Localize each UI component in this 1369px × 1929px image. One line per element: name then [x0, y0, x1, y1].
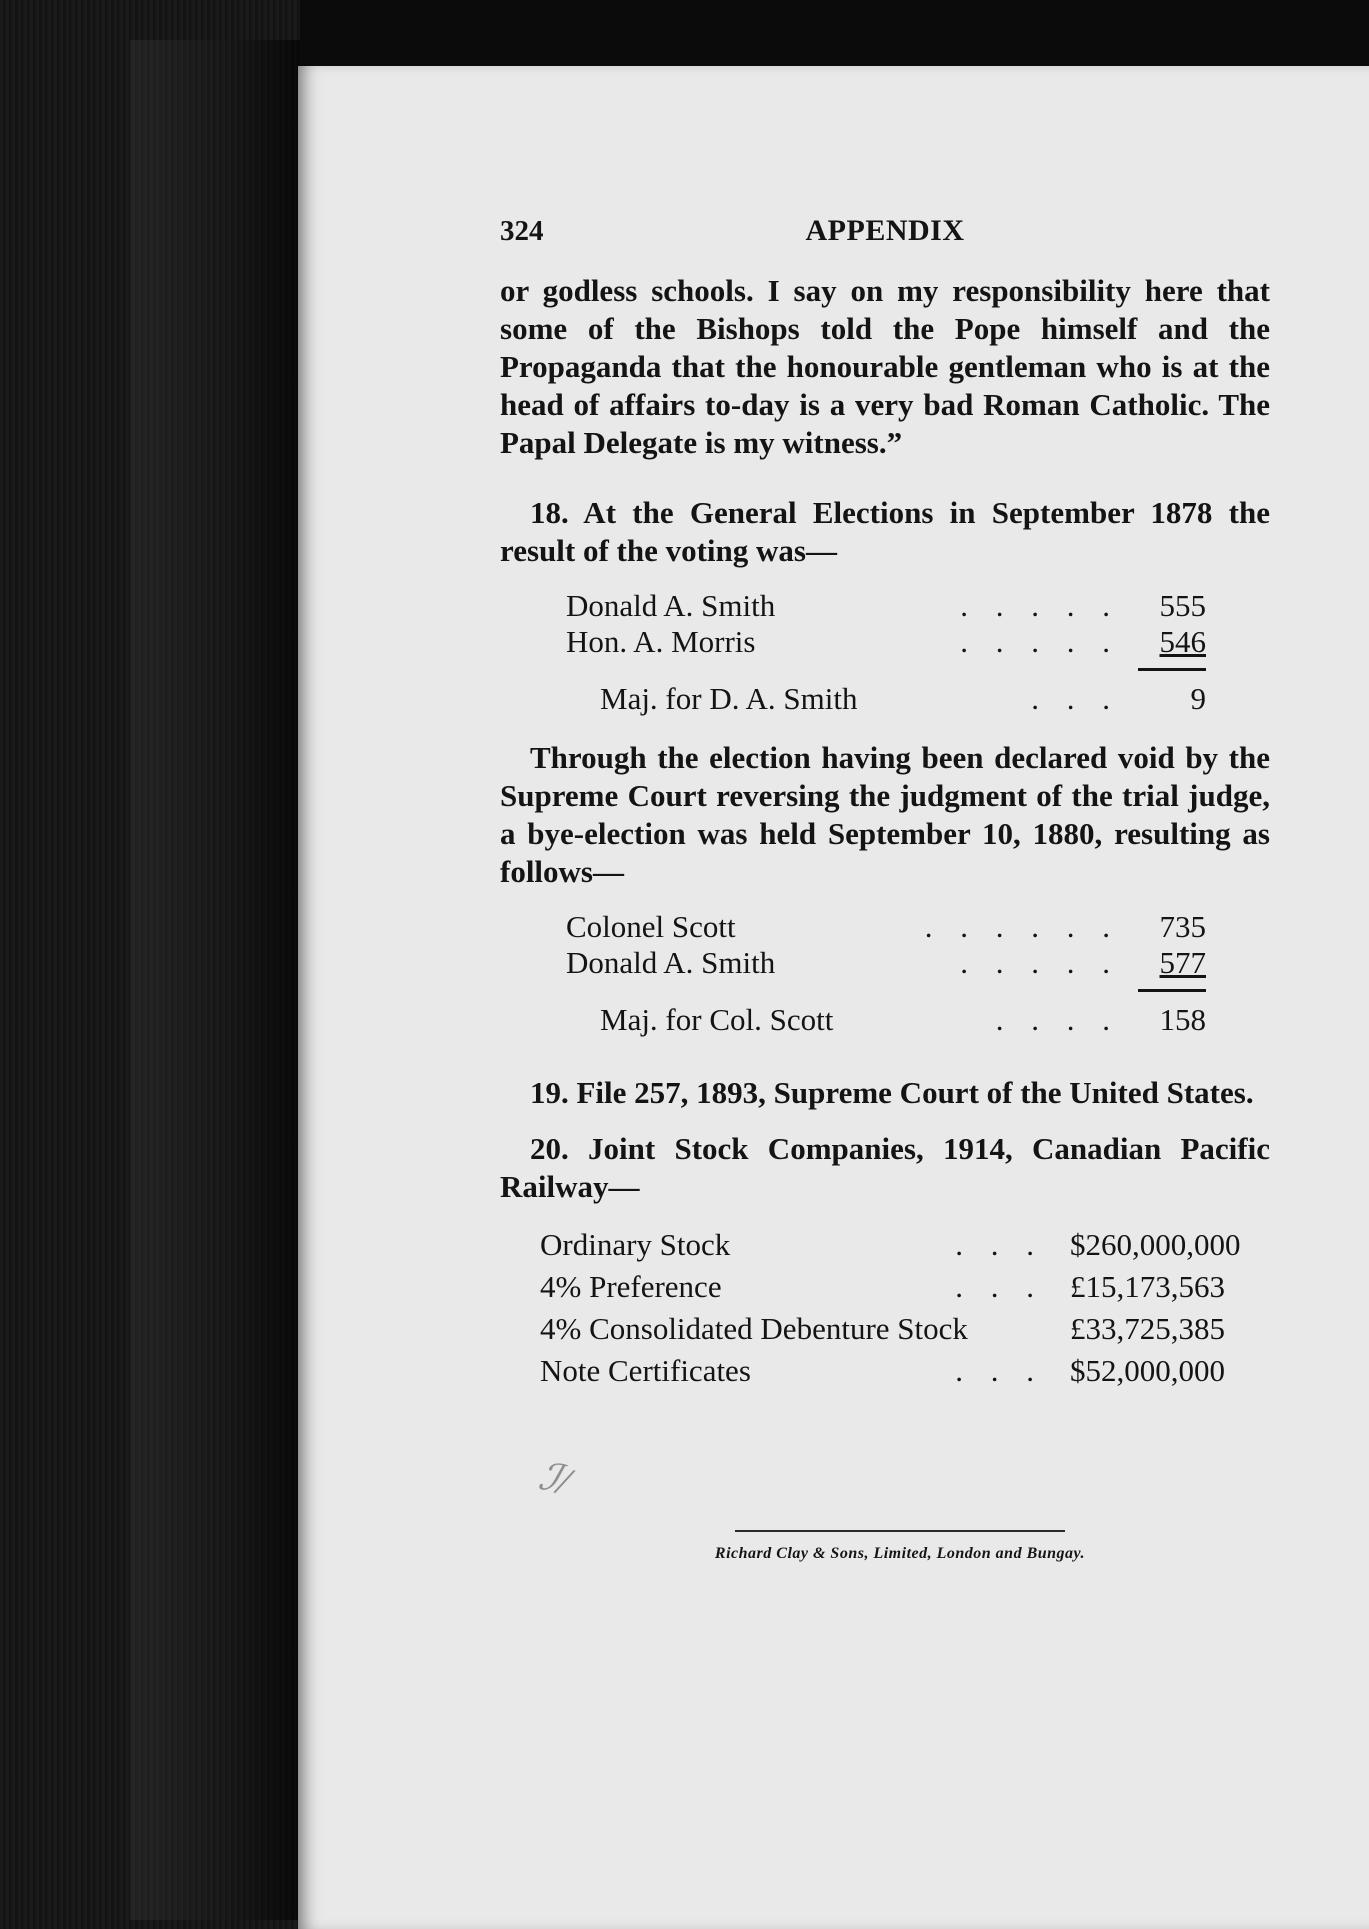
leader-dots: . . . .	[995, 1002, 1120, 1037]
page-header	[500, 212, 1270, 272]
candidate-name: Colonel Scott	[566, 909, 736, 944]
page-number: 324	[500, 215, 544, 247]
stock-table	[540, 1224, 1260, 1392]
table-row	[540, 1308, 1260, 1350]
sum-rule	[1138, 668, 1206, 671]
page-block-shade	[130, 40, 300, 1920]
election-1880-table	[566, 909, 1206, 1038]
stock-value: $260,000,000	[1070, 1227, 1241, 1262]
candidate-name: Hon. A. Morris	[566, 624, 756, 659]
vote-count: 735	[1159, 909, 1206, 944]
leader-dots: . . . . .	[960, 945, 1120, 980]
sum-rule	[1138, 989, 1206, 992]
leader-dots: . . .	[955, 1269, 1044, 1304]
table-row	[540, 1224, 1260, 1266]
table-row	[540, 1266, 1260, 1308]
leader-dots: . . .	[955, 1227, 1044, 1262]
majority-value: 158	[1159, 1002, 1206, 1037]
paragraph-note-18: 18. At the General Elections in September 1878 the result of the voting was—	[500, 495, 1270, 568]
handwritten-mark: ℐ/	[534, 1452, 576, 1505]
stock-value: $52,000,000	[1070, 1353, 1225, 1388]
stock-name: 4% Consolidated Debenture Stock	[540, 1311, 968, 1346]
paragraph-note-20: 20. Joint Stock Companies, 1914, Canadian Pacific Railway—	[500, 1131, 1270, 1204]
imprint-rule	[735, 1530, 1065, 1532]
paragraph-bye-election: Through the election having been declared void by the Supreme Court reversing the judgment of the trial judge, a bye-election was held September 10, 1880, resulting as follows—	[500, 740, 1270, 889]
vote-count: 546	[1159, 624, 1206, 659]
page-content	[500, 212, 1270, 1392]
vote-count: 577	[1159, 945, 1206, 980]
leader-dots: . . . . .	[960, 624, 1120, 659]
candidate-name: Donald A. Smith	[566, 945, 776, 980]
leader-dots: . . .	[955, 1353, 1044, 1388]
running-head: APPENDIX	[805, 214, 965, 247]
stock-name: Note Certificates	[540, 1353, 751, 1388]
paragraph-continuation: or godless schools. I say on my responsibility here that some of the Bishops told the Pope himself and the Propaganda that the honourable gentleman who is at the head of affairs to-day is a very bad Roman Catholic. The Papal Delegate is my witness.”	[500, 273, 1270, 460]
majority-label: Maj. for D. A. Smith	[600, 681, 858, 716]
majority-label: Maj. for Col. Scott	[600, 1002, 834, 1037]
table-row	[566, 624, 1206, 660]
candidate-name: Donald A. Smith	[566, 588, 776, 623]
majority-row	[566, 681, 1206, 717]
table-row	[566, 909, 1206, 945]
vote-count: 555	[1159, 588, 1206, 623]
table-row	[566, 588, 1206, 624]
leader-dots: . . . . .	[960, 588, 1120, 623]
leader-dots: . . .	[1031, 681, 1120, 716]
stock-name: 4% Preference	[540, 1269, 722, 1304]
majority-row	[566, 1002, 1206, 1038]
stock-name: Ordinary Stock	[540, 1227, 731, 1262]
leader-dots: . . . . . .	[924, 909, 1120, 944]
table-row	[540, 1350, 1260, 1392]
stock-value: £33,725,385	[1070, 1311, 1225, 1346]
table-row	[566, 945, 1206, 981]
election-1878-table	[566, 588, 1206, 717]
printer-imprint: Richard Clay & Sons, Limited, London and Bungay.	[714, 1545, 1086, 1562]
stock-value: £15,173,563	[1070, 1269, 1225, 1304]
paragraph-note-19: 19. File 257, 1893, Supreme Court of the United States.	[530, 1075, 1254, 1110]
majority-value: 9	[1190, 681, 1206, 716]
